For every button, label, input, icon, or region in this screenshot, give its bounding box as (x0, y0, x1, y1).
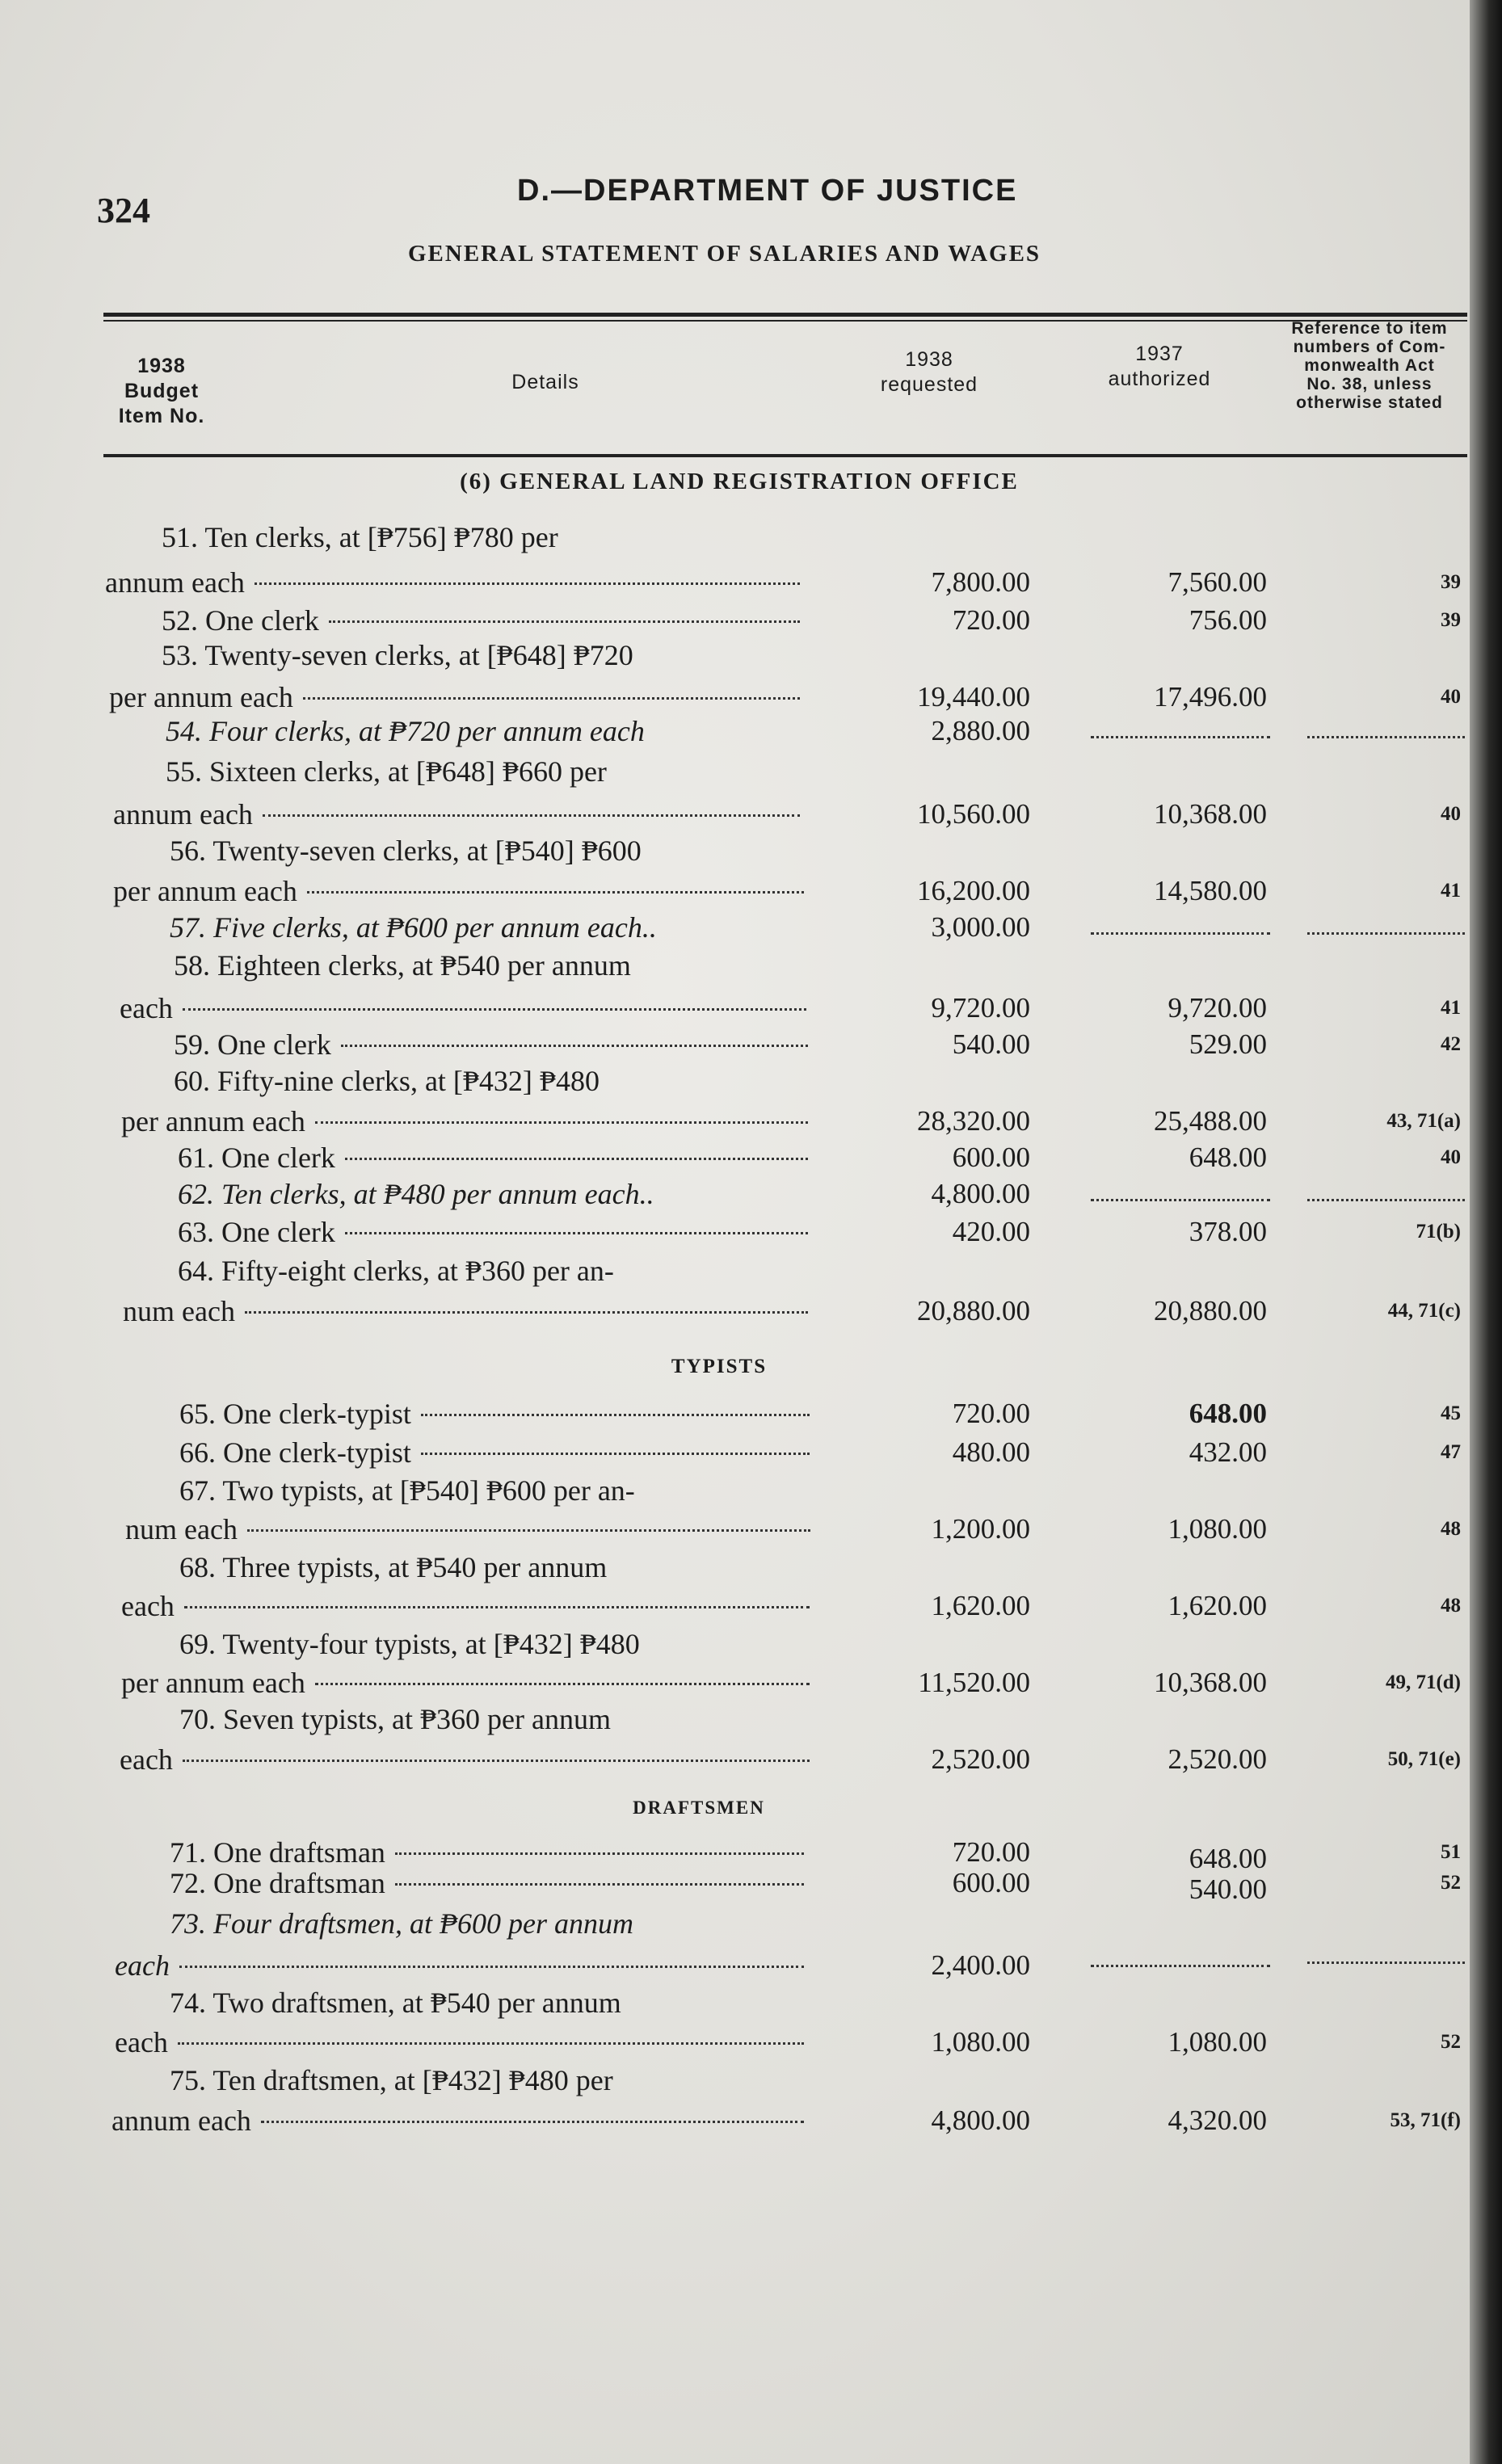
list-item: 57. Five clerks, at ₱600 per annum each.. 3,000.00 (0, 909, 1479, 946)
list-item: 70. Seven typists, at ₱360 per annum (179, 1703, 611, 1735)
list-item: 74. Two draftsmen, at ₱540 per annum (170, 1987, 621, 2019)
list-item: 61. One clerk 600.00 648.00 40 (178, 1142, 1461, 1174)
book-spine-shadow (1470, 0, 1502, 2464)
top-rule-thin (103, 320, 1467, 322)
list-item: 54. Four clerks, at ₱720 per annum each 2,880.00 (0, 713, 1479, 750)
col-header-requested: 1938 requested (880, 348, 978, 396)
running-head: D.—DEPARTMENT OF JUSTICE (517, 174, 1018, 208)
top-rule (103, 313, 1467, 317)
list-item: 62. Ten clerks, at ₱480 per annum each.. 4,800.00 (0, 1175, 1479, 1213)
col-header-details: Details (511, 371, 579, 393)
list-item: per annum each 11,520.00 10,368.00 49, 71(d) (121, 1667, 1461, 1699)
list-item: 52. One clerk 720.00 756.00 39 (162, 604, 1461, 637)
col-header-authorized: 1937 authorized (1108, 343, 1211, 390)
list-item: each 1,080.00 1,080.00 52 (115, 2026, 1461, 2058)
list-item: 64. Fifty-eight clerks, at ₱360 per an- (178, 1255, 614, 1287)
list-item: 55. Sixteen clerks, at [₱648] ₱660 per (166, 755, 607, 788)
page-number: 324 (97, 191, 150, 230)
list-item: num each 1,200.00 1,080.00 48 (125, 1513, 1461, 1545)
list-item: per annum each 28,320.00 25,488.00 43, 71(a) (121, 1105, 1461, 1137)
list-item: 59. One clerk 540.00 529.00 42 (174, 1028, 1461, 1061)
col-header-reference: Reference to item numbers of Com- monwealth Act No. 38, unless otherwise stated (1291, 319, 1448, 412)
list-item: 75. Ten draftsmen, at [₱432] ₱480 per (170, 2064, 613, 2096)
list-item: num each 20,880.00 20,880.00 44, 71(c) (123, 1295, 1461, 1327)
list-item: 67. Two typists, at [₱540] ₱600 per an- (179, 1474, 635, 1507)
list-item: each 1,620.00 1,620.00 48 (121, 1590, 1461, 1622)
col-header-item: 1938 Budget Item No. (118, 355, 205, 427)
list-item: 71. One draftsman 720.00 648.00 51 (170, 1836, 1461, 1874)
subsection-typists: TYPISTS (671, 1356, 768, 1377)
sub-head: GENERAL STATEMENT OF SALARIES AND WAGES (408, 241, 1041, 267)
list-item: 53. Twenty-seven clerks, at [₱648] ₱720 (162, 639, 633, 671)
list-item: per annum each 19,440.00 17,496.00 40 (109, 681, 1461, 713)
list-item: 72. One draftsman 600.00 540.00 52 (170, 1867, 1461, 1905)
list-item: 68. Three typists, at ₱540 per annum (179, 1551, 608, 1583)
list-item: annum each 4,800.00 4,320.00 53, 71(f) (111, 2104, 1461, 2137)
list-item: 58. Eighteen clerks, at ₱540 per annum (174, 949, 631, 982)
section-title: (6) GENERAL LAND REGISTRATION OFFICE (460, 469, 1019, 494)
list-item: 73. Four draftsmen, at ₱600 per annum (170, 1907, 633, 1940)
list-item: 63. One clerk 420.00 378.00 71(b) (178, 1216, 1461, 1248)
list-item: 56. Twenty-seven clerks, at [₱540] ₱600 (170, 835, 642, 867)
subsection-draftsmen: DRAFTSMEN (633, 1798, 765, 1818)
list-item: per annum each 16,200.00 14,580.00 41 (113, 875, 1461, 907)
header-rule (103, 454, 1467, 457)
list-item: 69. Twenty-four typists, at [₱432] ₱480 (179, 1628, 640, 1660)
list-item: each 2,400.00 (0, 1947, 1479, 1984)
list-item: 60. Fifty-nine clerks, at [₱432] ₱480 (174, 1065, 600, 1097)
list-item: 65. One clerk-typist 720.00 648.00 45 (179, 1398, 1461, 1430)
list-item: 66. One clerk-typist 480.00 432.00 47 (179, 1436, 1461, 1469)
list-item: each 9,720.00 9,720.00 41 (120, 992, 1461, 1024)
list-item: 51. Ten clerks, at [₱756] ₱780 per (162, 521, 558, 553)
list-item: annum each 7,800.00 7,560.00 39 (105, 566, 1461, 599)
list-item: each 2,520.00 2,520.00 50, 71(e) (120, 1743, 1461, 1776)
list-item: annum each 10,560.00 10,368.00 40 (113, 798, 1461, 830)
